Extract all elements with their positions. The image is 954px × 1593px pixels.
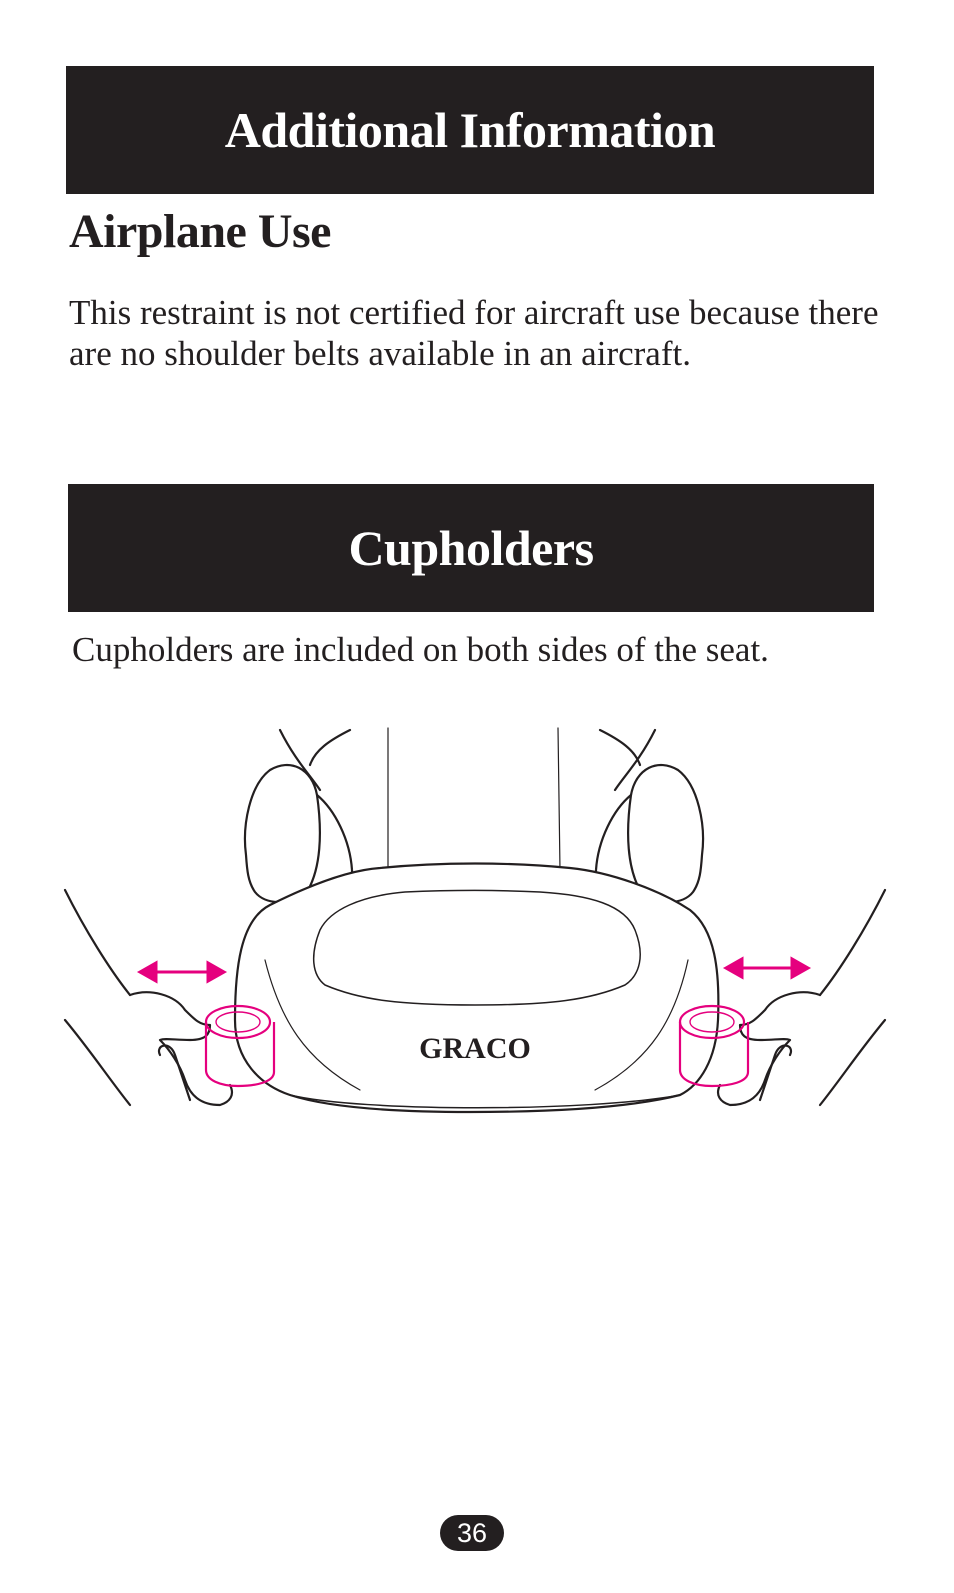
airplane-use-heading: Airplane Use xyxy=(69,205,331,258)
right-armrest xyxy=(628,765,703,902)
airplane-use-text: This restraint is not certified for aircraft use because there are no shoulder belts available in an aircraft. xyxy=(69,293,879,373)
left-arm xyxy=(65,1020,130,1105)
booster-seat-cupholder-illustration xyxy=(60,720,890,1130)
left-armrest-inner xyxy=(317,795,352,885)
cupholders-banner xyxy=(68,484,874,612)
cupholders-text: Cupholders are included on both sides of the seat. xyxy=(72,630,769,669)
right-arm xyxy=(820,890,885,995)
left-arrow-icon xyxy=(140,963,224,981)
left-armrest xyxy=(245,765,320,902)
additional-information-banner xyxy=(66,66,874,194)
page-number: 36 xyxy=(456,1517,488,1548)
seat-cushion xyxy=(235,864,718,1113)
page-number-badge xyxy=(440,1515,504,1551)
banner-title: Additional Information xyxy=(224,102,716,158)
right-arm xyxy=(820,1020,885,1105)
right-armrest-inner xyxy=(596,795,631,885)
backrest-line xyxy=(558,728,560,870)
graco-logo: GRACO xyxy=(419,1032,531,1065)
right-arrow-icon xyxy=(726,959,808,977)
banner-title: Cupholders xyxy=(348,520,594,576)
left-arm xyxy=(65,890,130,995)
